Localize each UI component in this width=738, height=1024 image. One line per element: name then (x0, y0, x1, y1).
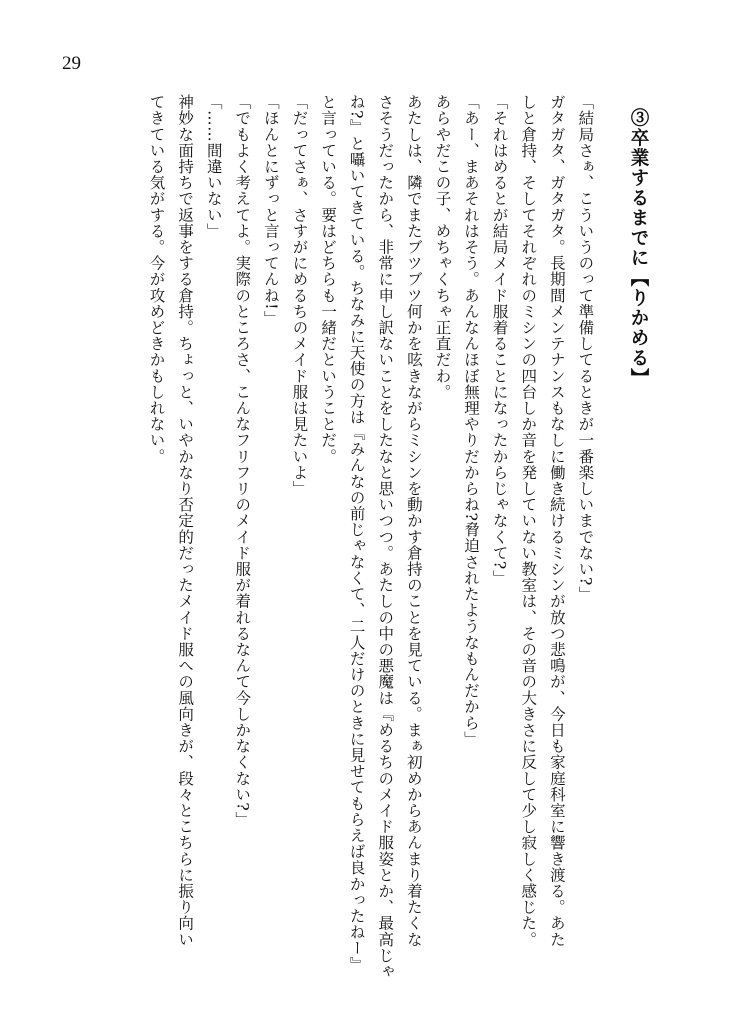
text-line: 「結局さぁ、こういうのって準備してるときが一番楽しいまでない?」 (576, 94, 595, 603)
text-line: 神妙な面持ちで返事をする倉持。ちょっと、いやかなり否定的だったメイド服への風向きが、段々とこちらに振り向い (176, 94, 195, 948)
page-body (142, 94, 652, 980)
text-line: 「……間違いない」 (204, 94, 223, 239)
text-line: てきている気がする。今が攻めどきかもしれない。 (147, 94, 166, 465)
text-line: さそうだったから、非常に申し訳ないことをしたなと思いつつ。あたしの中の悪魔は『めるちのメイド服姿とか、最高じゃ (376, 94, 395, 980)
chapter-title: ③卒業するまでに【りかめる】 (628, 108, 649, 388)
text-line: 「ほんとにずっと言ってんね!」 (261, 94, 280, 327)
text-line: 「だってさぁ、さすがにめるちのメイド服は見たいよ」 (290, 94, 309, 497)
text-line: あたしは、隣でまたブツブツ何かを呟きながらミシンを動かす倉持のことを見ている。まぁ初めからあんまり着たくな (404, 94, 423, 948)
text-line: 「あー、まあそれはそう。あんなんほぼ無理やりだからね?脅迫されたようなもんだから」 (462, 94, 481, 747)
page-number: 29 (62, 53, 81, 74)
text-line: ガタガタ、ガタガタ。長期間メンテナンスもなしに働き続けるミシンが放つ悲鳴が、今日も家庭科室に響き渡る。あた (547, 94, 566, 948)
text-line: ね?』と囁いてきている。ちなみに天使の方は『みんなの前じゃなくて、二人だけのときに見せてもらえば良かったねー』 (347, 94, 366, 973)
text-line: 「それはめるとが結局メイド服着ることになったからじゃなくて?」 (490, 94, 509, 586)
text-line: 「でもよく考えてよ。実際のところさ、こんなフリフリのメイド服が着れるなんて今しかなくない?」 (233, 94, 252, 828)
text-line: と言っている。要はどちらも一緒だということだ。 (319, 94, 338, 465)
text-line: あらやだこの子、めちゃくちゃ正直だわ。 (433, 94, 452, 400)
text-line: しと倉持、そしてそれぞれのミシンの四台しか音を発していない教室は、その音の大きさに反して少し寂しく感じた。 (519, 94, 538, 948)
